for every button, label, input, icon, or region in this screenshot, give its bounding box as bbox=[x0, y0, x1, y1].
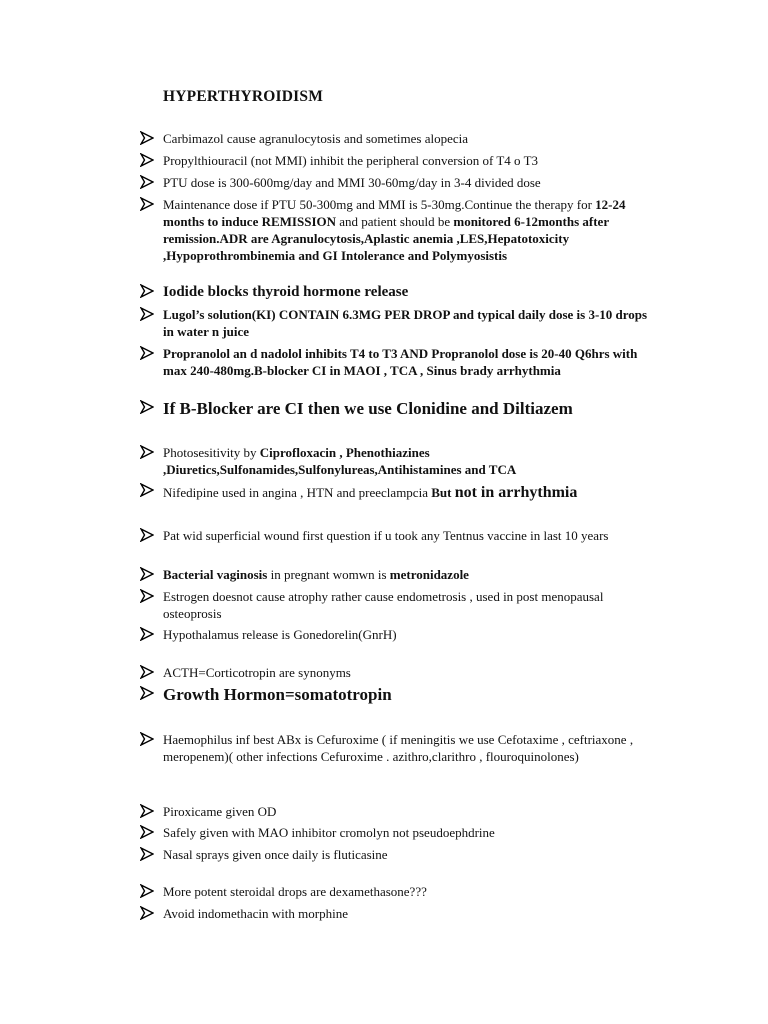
arrow-bullet-icon bbox=[140, 153, 154, 167]
arrow-bullet-icon bbox=[140, 307, 154, 321]
arrow-bullet-icon bbox=[140, 400, 154, 414]
arrow-bullet-icon bbox=[140, 589, 154, 603]
list-item: Pat wid superficial wound first question if u took any Tentnus vaccine in last 10 years bbox=[140, 527, 660, 544]
list-item: Piroxicame given OD bbox=[140, 803, 660, 820]
arrow-bullet-icon bbox=[140, 627, 154, 641]
list-item: Lugol’s solution(KI) CONTAIN 6.3MG PER DROP and typical daily dose is 3-10 drops in water n juice bbox=[140, 306, 660, 340]
arrow-bullet-icon bbox=[140, 131, 154, 145]
arrow-bullet-icon bbox=[140, 346, 154, 360]
list-item: Iodide blocks thyroid hormone release bbox=[140, 283, 660, 302]
list-item: Hypothalamus release is Gonedorelin(GnrH) bbox=[140, 626, 660, 643]
list-item: Estrogen doesnot cause atrophy rather cause endometrosis , used in post menopausal osteoprosis bbox=[140, 588, 660, 622]
document-title: HYPERTHYROIDISM bbox=[163, 88, 324, 105]
arrow-bullet-icon bbox=[140, 483, 154, 497]
list-item: Propranolol an d nadolol inhibits T4 to T3 AND Propranolol dose is 20-40 Q6hrs with max 240-480mg.B-blocker CI in MAOI , TCA , Sinus brady arrhythmia bbox=[140, 345, 660, 379]
list-item: Haemophilus inf best ABx is Cefuroxime ( if meningitis we use Cefotaxime , ceftriaxone , meropenem)( other infections Cefuroxime . azithro,clarithro , flouroquinolones) bbox=[140, 731, 660, 765]
arrow-bullet-icon bbox=[140, 197, 154, 211]
list-item: PTU dose is 300-600mg/day and MMI 30-60mg/day in 3-4 divided dose bbox=[140, 174, 660, 191]
list-item: Propylthiouracil (not MMI) inhibit the peripheral conversion of T4 o T3 bbox=[140, 152, 660, 169]
arrow-bullet-icon bbox=[140, 847, 154, 861]
arrow-bullet-icon bbox=[140, 284, 154, 298]
arrow-bullet-icon bbox=[140, 804, 154, 818]
list-item: Nasal sprays given once daily is fluticasine bbox=[140, 846, 660, 863]
arrow-bullet-icon bbox=[140, 445, 154, 459]
arrow-bullet-icon bbox=[140, 665, 154, 679]
list-item: Photosesitivity by Ciprofloxacin , Phenothiazines ,Diuretics,Sulfonamides,Sulfonylureas,Antihistamines and TCA bbox=[140, 444, 660, 478]
list-item: Nifedipine used in angina , HTN and preeclampcia But not in arrhythmia bbox=[140, 482, 660, 504]
arrow-bullet-icon bbox=[140, 567, 154, 581]
arrow-bullet-icon bbox=[140, 732, 154, 746]
list-item: More potent steroidal drops are dexamethasone??? bbox=[140, 883, 660, 900]
arrow-bullet-icon bbox=[140, 175, 154, 189]
list-item: Growth Hormon=somatotropin bbox=[140, 684, 660, 705]
arrow-bullet-icon bbox=[140, 528, 154, 542]
list-item: Carbimazol cause agranulocytosis and sometimes alopecia bbox=[140, 130, 660, 147]
arrow-bullet-icon bbox=[140, 906, 154, 920]
list-item: Bacterial vaginosis in pregnant womwn is metronidazole bbox=[140, 566, 660, 583]
arrow-bullet-icon bbox=[140, 884, 154, 898]
arrow-bullet-icon bbox=[140, 825, 154, 839]
list-item: If B-Blocker are CI then we use Clonidine and Diltiazem bbox=[140, 398, 660, 419]
arrow-bullet-icon bbox=[140, 686, 154, 700]
list-item: ACTH=Corticotropin are synonyms bbox=[140, 664, 660, 681]
list-item: Safely given with MAO inhibitor cromolyn not pseudoephdrine bbox=[140, 824, 660, 841]
list-item: Avoid indomethacin with morphine bbox=[140, 905, 660, 922]
list-item: Maintenance dose if PTU 50-300mg and MMI is 5-30mg.Continue the therapy for 12-24 months to induce REMISSION and patient should be monitored 6-12months after remission.ADR are Agranulocytosis,Aplastic anemia ,LES,Hepatotoxicity ,Hypoprothrombinemia and GI Intolerance and Polymyosistis bbox=[140, 196, 660, 264]
